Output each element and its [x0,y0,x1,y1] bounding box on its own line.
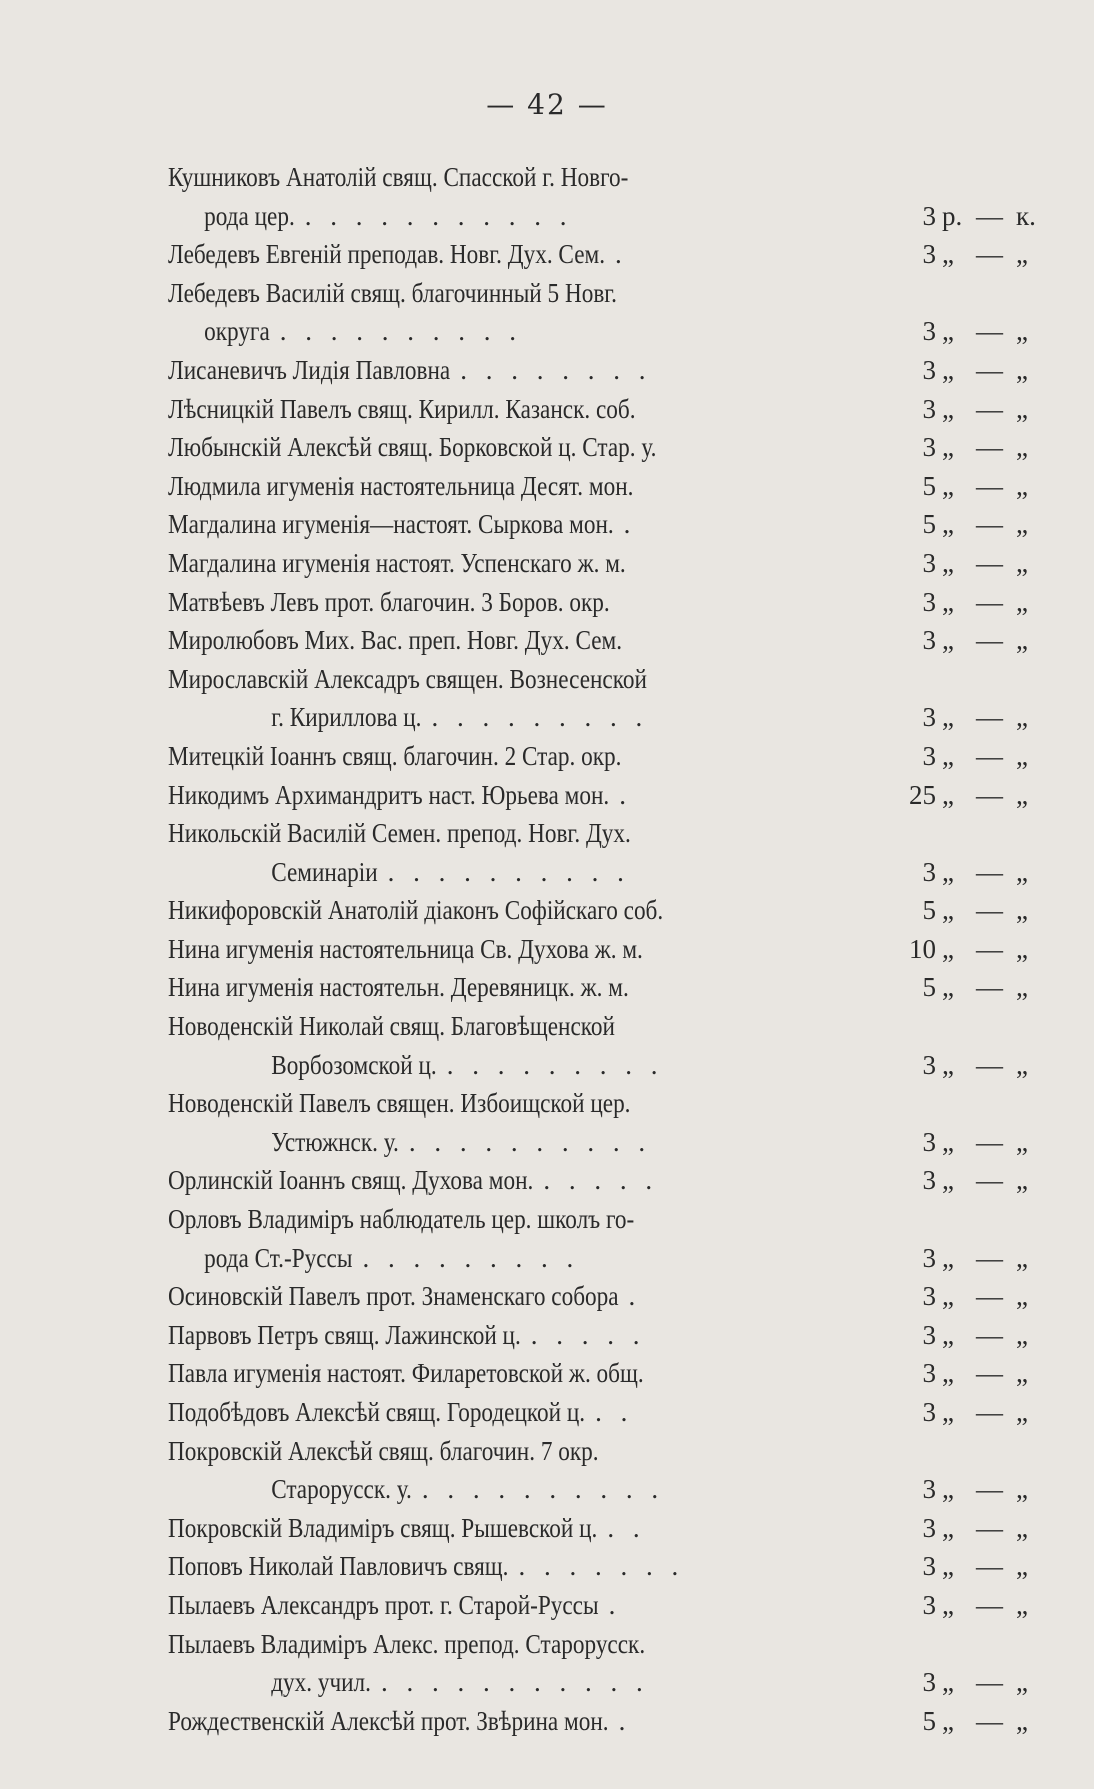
leader-dots: . . . . . . . . [460,354,652,385]
list-item [168,1663,1036,1702]
rubles-mark: „ [942,1049,954,1080]
entry-text: Пылаевъ Владимiръ Алекс. препод. Старорусск. [168,1628,646,1659]
entry-text: Поповъ Николай Павловичъ свящ. [168,1551,509,1582]
amount-number: 3 [922,239,936,270]
entry-text: Семинарiи [271,856,378,887]
rubles-mark: „ [942,1397,954,1427]
entry-text: Магдалина игуменiя настоят. Успенскаго ж. м. [168,547,626,578]
amount-number: 25 [909,779,936,810]
entry-text: Матвѣевъ Левъ прот. благочин. 3 Боров. окр. [168,586,610,617]
entry-text: дух. учил. [271,1667,371,1698]
amount-number: 3 [922,200,936,231]
rubles-mark: „ [942,1551,954,1582]
rubles-mark: „ [942,1512,954,1543]
kopecks-dash: — [976,354,1003,385]
kopecks-dash: — [976,1049,1003,1080]
rubles-mark: „ [942,586,954,617]
kopecks-mark: „ [1016,1126,1028,1157]
kopecks-dash: — [976,1705,1003,1736]
rubles-mark: „ [942,1358,954,1389]
kopecks-mark: „ [1016,316,1028,347]
entry-text: Новоденскiй Павелъ священ. Избоищской цер. [168,1088,631,1119]
kopecks-mark: „ [1016,547,1028,578]
amount-number: 3 [922,1667,936,1698]
kopecks-mark: „ [1016,1049,1028,1080]
kopecks-mark: „ [1016,702,1028,733]
amount-number: 3 [922,547,936,578]
entry-text: Новоденскiй Николай свящ. Благовѣщенской [168,1011,615,1042]
list-item [168,853,1036,892]
list-item [168,467,1036,506]
entry-text: Лисаневичъ Лидiя Павловна [168,354,451,385]
list-item [168,583,1036,622]
leader-dots: . . . . . . . . . . [408,1126,652,1157]
list-item [168,1625,1036,1664]
entry-text: Митецкiй Iоаннъ свящ. благочин. 2 Стар. окр. [168,740,622,771]
list-item [168,1239,1036,1278]
amount-number: 3 [922,1126,936,1157]
list-item [168,1123,1036,1162]
amount-number: 3 [922,625,936,656]
entry-text: Никифоровскiй Анатолiй дiаконъ Софiйскаго соб. [168,895,664,926]
entry-text: Старорусск. у. [271,1474,412,1505]
kopecks-dash: — [976,547,1003,578]
leader-dots: . [608,1589,622,1620]
amount-number: 3 [922,1358,936,1389]
rubles-mark: „ [942,1474,954,1505]
amount-number: 3 [922,1319,936,1350]
kopecks-dash: — [976,239,1003,270]
rubles-mark: „ [942,316,954,347]
rubles-mark: „ [942,895,954,926]
entry-text: Пылаевъ Александръ прот. г. Старой-Руссы [168,1589,599,1620]
list-item [168,1046,1036,1085]
kopecks-dash: — [976,933,1003,964]
kopecks-dash: — [976,1165,1003,1196]
entry-text: Покровскiй Владимiръ свящ. Рышевской ц. [168,1512,598,1543]
amount-number: 3 [922,1551,936,1582]
entry-text: Ворбозомской ц. [271,1049,437,1080]
entry-text: рода Ст.-Руссы [204,1242,353,1273]
kopecks-mark: „ [1016,393,1028,424]
kopecks-mark: „ [1016,239,1028,270]
entry-text: Мирославскiй Алексадръ священ. Вознесенской [168,663,647,694]
kopecks-mark: к. [1016,200,1036,231]
list-item [168,1547,1036,1586]
donor-list [168,158,1036,1740]
kopecks-dash: — [976,432,1003,463]
leader-dots: . . . . . [530,1319,646,1350]
rubles-mark: „ [942,933,954,964]
amount-number: 3 [922,1242,936,1273]
amount-number: 5 [922,470,936,501]
kopecks-mark: „ [1016,1551,1028,1582]
kopecks-dash: — [976,895,1003,926]
kopecks-mark: „ [1016,470,1028,501]
leader-dots: . . . . . . . . . [362,1242,580,1273]
kopecks-dash: — [976,1589,1003,1620]
list-item [168,1200,1036,1239]
kopecks-dash: — [976,972,1003,1003]
kopecks-dash: — [976,200,1003,231]
list-item [168,1393,1036,1432]
rubles-mark: „ [942,1589,954,1620]
kopecks-mark: „ [1016,779,1028,810]
list-item [168,1161,1036,1200]
entry-text: Миролюбовъ Мих. Вас. преп. Новг. Дух. Сем. [168,625,623,656]
leader-dots: . . . . . . . . . [446,1049,664,1080]
list-item [168,1509,1036,1548]
leader-dots: . . [595,1397,634,1427]
list-item [168,390,1036,429]
kopecks-dash: — [976,1667,1003,1698]
kopecks-dash: — [976,702,1003,733]
rubles-mark: „ [942,239,954,270]
entry-text: Осиновскiй Павелъ прот. Знаменскаго собора [168,1281,619,1312]
list-item [168,930,1036,969]
entry-text: Магдалина игуменiя—настоят. Сыркова мон. [168,509,614,540]
entry-text: округа [204,316,270,347]
entry-text: Рождественскiй Алексѣй прот. Звѣрина мон. [168,1705,609,1736]
leader-dots: . . . . . [543,1165,659,1196]
leader-dots: . . [607,1512,646,1543]
entry-text: Орлинскiй Iоаннъ свящ. Духова мон. [168,1165,534,1196]
kopecks-mark: „ [1016,1319,1028,1350]
amount-number: 5 [922,509,936,540]
kopecks-mark: „ [1016,856,1028,887]
rubles-mark: „ [942,547,954,578]
rubles-mark: „ [942,393,954,424]
rubles-mark: „ [942,856,954,887]
kopecks-dash: — [976,586,1003,617]
entry-text: Подобѣдовъ Алексѣй свящ. Городецкой ц. [168,1397,586,1427]
list-item [168,621,1036,660]
kopecks-mark: „ [1016,1397,1028,1427]
list-item [168,235,1036,274]
list-item [168,1277,1036,1316]
list-item [168,351,1036,390]
kopecks-mark: „ [1016,509,1028,540]
amount-number: 5 [922,972,936,1003]
kopecks-mark: „ [1016,895,1028,926]
list-item [168,660,1036,699]
rubles-mark: „ [942,972,954,1003]
list-item [168,1354,1036,1393]
entry-text: Людмила игуменiя настоятельница Десят. мон. [168,470,634,501]
amount-number: 3 [922,393,936,424]
leader-dots: . . . . . . . . . . [421,1474,665,1505]
kopecks-dash: — [976,1358,1003,1389]
kopecks-dash: — [976,625,1003,656]
kopecks-mark: „ [1016,1667,1028,1698]
list-item [168,814,1036,853]
leader-dots: . [628,1281,642,1312]
kopecks-mark: „ [1016,1358,1028,1389]
rubles-mark: „ [942,509,954,540]
entry-text: Покровскiй Алексѣй свящ. благочин. 7 окр. [168,1435,599,1466]
amount-number: 3 [922,586,936,617]
kopecks-mark: „ [1016,1512,1028,1543]
list-item [168,1470,1036,1509]
kopecks-mark: „ [1016,586,1028,617]
rubles-mark: „ [942,702,954,733]
kopecks-mark: „ [1016,740,1028,771]
leader-dots: . [619,779,632,810]
list-item [168,312,1036,351]
kopecks-dash: — [976,1551,1003,1582]
entry-text: Орловъ Владимiръ наблюдатель цер. школъ го- [168,1204,635,1235]
rubles-mark: „ [942,1705,954,1736]
kopecks-dash: — [976,1126,1003,1157]
kopecks-mark: „ [1016,1589,1028,1620]
list-item [168,544,1036,583]
leader-dots: . . . . . . . [518,1551,685,1582]
amount-number: 3 [922,1397,936,1427]
amount-number: 3 [922,740,936,771]
amount-number: 3 [922,354,936,385]
list-item [168,698,1036,737]
rubles-mark: „ [942,625,954,656]
kopecks-dash: — [976,779,1003,810]
entry-text: Павла игуменiя настоят. Филаретовской ж. общ. [168,1358,644,1389]
rubles-mark: „ [942,470,954,501]
amount-number: 3 [922,1512,936,1543]
list-item [168,274,1036,313]
rubles-mark: „ [942,432,954,463]
rubles-mark: „ [942,779,954,810]
amount-number: 5 [922,1705,936,1736]
list-item [168,197,1036,236]
rubles-mark: „ [942,1165,954,1196]
kopecks-mark: „ [1016,1242,1028,1273]
amount-number: 3 [922,1589,936,1620]
leader-dots: . . . . . . . . . . [279,316,522,347]
list-item [168,1007,1036,1046]
kopecks-dash: — [976,856,1003,887]
kopecks-dash: — [976,393,1003,424]
rubles-mark: „ [942,1319,954,1350]
kopecks-mark: „ [1016,625,1028,656]
kopecks-dash: — [976,1281,1003,1312]
entry-text: рода цер. [204,200,295,231]
entry-text: г. Кириллова ц. [271,702,422,733]
list-item [168,1702,1036,1741]
leader-dots: . . . . . . . . . . [387,856,630,887]
amount-number: 3 [922,316,936,347]
list-item [168,505,1036,544]
list-item [168,1316,1036,1355]
leader-dots: . . . . . . . . . [431,702,649,733]
kopecks-mark: „ [1016,1705,1028,1736]
kopecks-dash: — [976,470,1003,501]
entry-text: Лебедевъ Василiй свящ. благочинный 5 Новг. [168,277,618,308]
amount-number: 5 [922,895,936,926]
kopecks-mark: „ [1016,432,1028,463]
kopecks-dash: — [976,316,1003,347]
entry-text: Лѣсницкiй Павелъ свящ. Кирилл. Казанск. соб. [168,393,636,424]
leader-dots: . [615,239,628,270]
list-item [168,1586,1036,1625]
rubles-mark: „ [942,354,954,385]
kopecks-mark: „ [1016,972,1028,1003]
kopecks-dash: — [976,740,1003,771]
list-item [168,428,1036,467]
entry-text: Устюжнск. у. [271,1126,399,1157]
amount-number: 10 [909,933,936,964]
kopecks-mark: „ [1016,354,1028,385]
list-item [168,158,1036,197]
amount-number: 3 [922,1281,936,1312]
entry-text: Лебедевъ Евгенiй преподав. Новг. Дух. Сем. [168,239,606,270]
rubles-mark: „ [942,740,954,771]
amount-number: 3 [922,702,936,733]
kopecks-dash: — [976,1319,1003,1350]
list-item [168,737,1036,776]
kopecks-dash: — [976,509,1003,540]
rubles-mark: р. [942,200,963,231]
entry-text: Кушниковъ Анатолiй свящ. Спасской г. Новго- [168,162,629,192]
leader-dots: . [623,509,637,540]
kopecks-dash: — [976,1512,1003,1543]
kopecks-dash: — [976,1474,1003,1505]
kopecks-mark: „ [1016,1474,1028,1505]
rubles-mark: „ [942,1281,954,1312]
leader-dots: . . . . . . . . . . . [304,200,573,231]
kopecks-mark: „ [1016,1281,1028,1312]
entry-text: Никольскiй Василiй Семен. препод. Новг. Дух. [168,818,631,849]
kopecks-dash: — [976,1242,1003,1273]
leader-dots: . [618,1705,632,1736]
list-item [168,891,1036,930]
entry-text: Парвовъ Петръ свящ. Лажинской ц. [168,1319,521,1350]
entry-text: Нина игуменiя настоятельн. Деревяницк. ж. м. [168,972,629,1003]
rubles-mark: „ [942,1667,954,1698]
rubles-mark: „ [942,1126,954,1157]
list-item [168,1432,1036,1471]
list-item [168,1084,1036,1123]
kopecks-dash: — [976,1397,1003,1427]
amount-number: 3 [922,432,936,463]
entry-text: Нина игуменiя настоятельница Св. Духова ж. м. [168,933,643,964]
amount-number: 3 [922,1165,936,1196]
entry-text: Никодимъ Архимандритъ наст. Юрьева мон. [168,779,610,810]
list-item [168,776,1036,815]
amount-number: 3 [922,856,936,887]
entry-text: Любынскiй Алексѣй свящ. Борковской ц. Стар. у. [168,432,657,463]
kopecks-mark: „ [1016,933,1028,964]
rubles-mark: „ [942,1242,954,1273]
kopecks-mark: „ [1016,1165,1028,1196]
leader-dots: . . . . . . . . . . . [380,1667,649,1698]
amount-number: 3 [922,1474,936,1505]
amount-number: 3 [922,1049,936,1080]
page-number: — 42 — [486,88,608,121]
list-item [168,968,1036,1007]
